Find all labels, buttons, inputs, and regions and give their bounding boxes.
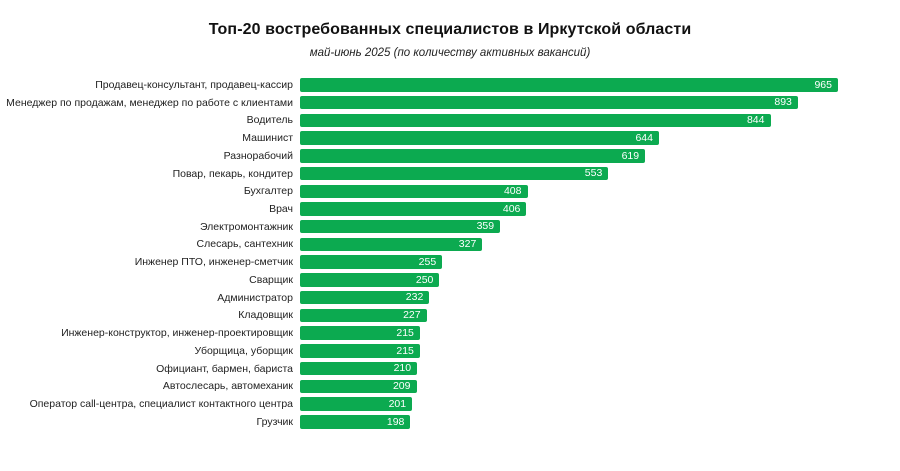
bar bbox=[300, 397, 412, 411]
bar bbox=[300, 167, 608, 181]
value-label: 250 bbox=[415, 273, 434, 286]
chart-row bbox=[0, 200, 900, 218]
category-label: Официант, бармен, бариста bbox=[156, 362, 293, 375]
value-label: 408 bbox=[503, 185, 522, 198]
value-label: 198 bbox=[386, 415, 405, 428]
bar-track bbox=[300, 202, 900, 216]
bar bbox=[300, 273, 439, 287]
chart-row bbox=[0, 165, 900, 183]
chart-row bbox=[0, 377, 900, 395]
category-label: Инженер-конструктор, инженер-проектировщик bbox=[61, 327, 293, 340]
bar bbox=[300, 114, 771, 128]
chart-row bbox=[0, 253, 900, 271]
bar-track bbox=[300, 380, 900, 394]
chart-row bbox=[0, 236, 900, 254]
bar bbox=[300, 220, 500, 234]
bar bbox=[300, 362, 417, 376]
category-label: Водитель bbox=[246, 114, 293, 127]
bar bbox=[300, 380, 417, 394]
value-label: 327 bbox=[458, 238, 477, 251]
value-label: 201 bbox=[388, 397, 407, 410]
bar-track bbox=[300, 397, 900, 411]
chart-row bbox=[0, 218, 900, 236]
bar-track bbox=[300, 238, 900, 252]
chart-row bbox=[0, 147, 900, 165]
category-label: Оператор call-центра, специалист контактного центра bbox=[29, 398, 293, 411]
chart-row bbox=[0, 129, 900, 147]
bar bbox=[300, 96, 798, 110]
bar-track bbox=[300, 344, 900, 358]
bar-track bbox=[300, 255, 900, 269]
category-label: Администратор bbox=[217, 291, 293, 304]
bar bbox=[300, 344, 420, 358]
bar-track bbox=[300, 185, 900, 199]
category-label: Слесарь, сантехник bbox=[196, 238, 293, 251]
value-label: 965 bbox=[814, 78, 832, 91]
category-label: Продавец-консультант, продавец-кассир bbox=[95, 78, 293, 91]
value-label: 619 bbox=[621, 149, 640, 162]
bar-track bbox=[300, 220, 900, 234]
bar bbox=[300, 131, 659, 145]
bar-track bbox=[300, 131, 900, 145]
chart-row bbox=[0, 111, 900, 129]
bar-track bbox=[300, 167, 900, 181]
bar bbox=[300, 255, 442, 269]
chart-row bbox=[0, 307, 900, 325]
bar bbox=[300, 202, 526, 216]
value-label: 359 bbox=[476, 220, 495, 233]
bar-track bbox=[300, 362, 900, 376]
bar bbox=[300, 149, 645, 163]
bar-track bbox=[300, 149, 900, 163]
bar-track bbox=[300, 326, 900, 340]
bar-track bbox=[300, 96, 900, 110]
chart-row bbox=[0, 324, 900, 342]
bar-track bbox=[300, 291, 900, 305]
value-label: 209 bbox=[392, 380, 411, 393]
bar-track bbox=[300, 78, 900, 92]
value-label: 215 bbox=[396, 344, 414, 357]
category-label: Врач bbox=[269, 203, 293, 215]
chart-row bbox=[0, 360, 900, 378]
category-label: Сварщик bbox=[249, 273, 293, 286]
chart-row bbox=[0, 289, 900, 307]
value-label: 227 bbox=[403, 309, 421, 322]
category-label: Машинист bbox=[242, 132, 293, 145]
category-label: Разнорабочий bbox=[223, 149, 293, 162]
category-label: Уборщица, уборщик bbox=[194, 344, 293, 357]
chart-title: Топ-20 востребованных специалистов в Иркутской области bbox=[208, 21, 692, 38]
chart-row bbox=[0, 76, 900, 94]
chart-row bbox=[0, 182, 900, 200]
category-label: Кладовщик bbox=[238, 309, 293, 322]
bar bbox=[300, 238, 482, 252]
value-label: 232 bbox=[405, 291, 424, 304]
value-label: 215 bbox=[396, 326, 414, 339]
bar-track bbox=[300, 415, 900, 429]
value-label: 210 bbox=[393, 362, 412, 375]
category-label: Менеджер по продажам, менеджер по работе с клиентами bbox=[6, 96, 293, 109]
value-label: 644 bbox=[635, 131, 653, 144]
value-label: 406 bbox=[502, 202, 521, 215]
bar bbox=[300, 291, 429, 305]
category-label: Автослесарь, автомеханик bbox=[162, 380, 293, 393]
bar-track bbox=[300, 114, 900, 128]
bar bbox=[300, 415, 410, 429]
chart-subtitle: май-июнь 2025 (по количеству активных вакансий) bbox=[309, 47, 591, 59]
chart-row bbox=[0, 94, 900, 112]
chart-row bbox=[0, 413, 900, 431]
bar bbox=[300, 309, 427, 323]
bar-track bbox=[300, 309, 900, 323]
value-label: 844 bbox=[746, 114, 765, 127]
bar bbox=[300, 326, 420, 340]
chart-row bbox=[0, 271, 900, 289]
category-label: Грузчик bbox=[256, 415, 293, 428]
chart-row bbox=[0, 342, 900, 360]
value-label: 893 bbox=[774, 96, 792, 109]
bar-track bbox=[300, 273, 900, 287]
chart-row bbox=[0, 395, 900, 413]
category-label: Повар, пекарь, кондитер bbox=[172, 167, 293, 180]
category-label: Бухгалтер bbox=[243, 185, 293, 198]
bar bbox=[300, 78, 838, 92]
bar bbox=[300, 185, 528, 199]
category-label: Инженер ПТО, инженер-сметчик bbox=[134, 256, 293, 269]
value-label: 553 bbox=[584, 167, 603, 180]
value-label: 255 bbox=[418, 255, 437, 268]
category-label: Электромонтажник bbox=[199, 220, 293, 233]
bar-chart bbox=[0, 76, 900, 431]
